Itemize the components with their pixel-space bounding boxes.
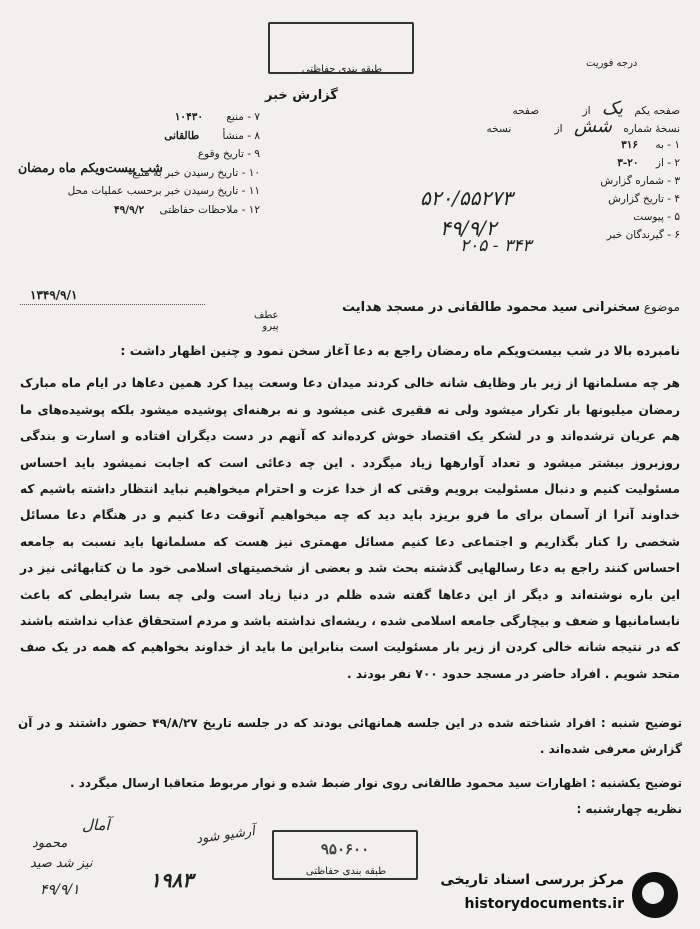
field-copy: نسخهٔ شماره شش از نسخه: [486, 116, 680, 137]
top-stamp-caption: طبقه بندی حفاظتی: [301, 64, 383, 75]
field-page: صفحه یکم یک از صفحه: [512, 98, 680, 119]
watermark-url: historydocuments.ir: [464, 896, 624, 912]
report-notes: [18, 710, 682, 822]
field-date-of-event: ۹ - تاریخ وقوع: [197, 148, 260, 160]
form-title: گزارش خبر: [265, 88, 338, 103]
signature-number: ۱۹۸۳: [150, 868, 193, 892]
field-date-op: ۱۱ - تاریخ رسیدن خبر برحسب عملیات محل: [67, 185, 260, 197]
reference-value: ۱۳۴۹/۹/۱: [30, 288, 78, 302]
recipients-value: ۳۴۳ - ۲۰۵: [460, 236, 532, 256]
bottom-stamp-number: ۹۵۰۶۰۰: [320, 840, 370, 858]
field-report-date: ۴ - تاریخ گزارش: [608, 193, 680, 205]
report-number-value: ۵۲۰/۵۵۲۷۳: [420, 186, 513, 210]
field-from: ۲ - از ۲۰-۳: [617, 157, 680, 169]
field-origin: ۸ - منشأ طالقانی: [164, 129, 260, 142]
field-to: ۱ - به ۳۱۶: [621, 139, 680, 151]
subject-line: موضوع سخنرانی سید محمود طالقانی در مسجد هدایت: [342, 300, 680, 315]
note-saturday: توضیح شنبه : افراد شناخته شده در این جلسه همانهائی بودند که در جلسه تاریخ ۴۹/۸/۲۷ حضور داشتند و در آن گزارش معرفی شده‌اند .: [18, 716, 682, 756]
archive-logo-icon: [632, 872, 678, 918]
signature-date: ۴۹/۹/۱: [40, 882, 80, 898]
body-main: هر چه مسلمانها از زیر بار وظایف شانه خالی کردند میدان دعا وسعت پیدا کرد همین دعاها در ایام ماه مبارک رمضان میلیونها بار تکرار میشود ولی نه فقیری غنی میشود و نه برهنه‌ای پوشیده میشود بلکه پوشیده‌های ما هم عریان ترشده‌اند و در لشکر یک اقتصاد خوش کرده‌اند که آنهم در دست دیگران افتاده و اسارت و بندگی روزبروز بیشتر میشود و تعداد آوارهها زیاد میگردد . این چه دعائی است که اجابت نمیشود باید احساس مسئولیت کنیم و دنبال مسئولیت برویم وقتی که از خدا عزت و احترام میخواهیم نباید انتظار داشته باشیم که خداوند آنرا از آسمان برای ما فرو بریزد باید دید که چه میخواهیم آنوقت دعا کنیم و در هنگام دعا مسائل شخصی را کنار بگذاریم و اجتماعی دعا کنیم مسائل مهمتری نیز هست که مسلمانها باید نسبت به جامعه احساس کنند راجع به دعا رسالهایی گذشته بحث شد و بعضی از شخصیتهای اسلامی خود ما ن کتابهائی نیز در این باره نوشته‌اند و دیگر از این دعاها گفته شده ظلم در دنیا زیاد است ولی چه بسا شرایطی که باعث نابسامانیها و ضعف و بیچارگی جامعه اسلامی شده ، ریشه‌ای نداشته باشد و مردم استحقاق عذاب نداشته باشند که در نتیجه شانه خالی کردن از زیر بار مسئولیت است بنابراین ما باید از خداوند بخواهیم که همه در یک صف متحد شویم . افراد حاضر در مسجد حدود ۷۰۰ نفر بودند .: [20, 376, 680, 681]
signature-archive: آرشیو شود: [195, 823, 256, 848]
field-source: ۷ - منبع ۱۰۴۳۰: [174, 111, 260, 123]
field-report-number: ۳ - شماره گزارش: [600, 175, 680, 187]
date-of-event-value: شب بیست‌ویکم ماه رمضان: [18, 160, 163, 175]
field-remarks: ۱۲ - ملاحظات حفاظتی ۴۹/۹/۲: [113, 203, 260, 216]
note-wednesday: نظریه چهارشنبه :: [576, 802, 682, 816]
field-page-value: یک: [601, 98, 623, 119]
urgency-label: درجه فوریت: [586, 58, 638, 69]
body-intro: نامبرده بالا در شب بیست‌ویکم ماه رمضان راجع به دعا آغاز سخن نمود و چنین اظهار داشت :: [120, 343, 680, 358]
signature-line-2: نیز شد صید: [30, 856, 93, 871]
reference-label: عطف پیرو: [254, 310, 279, 332]
signature-note-left: آمال: [82, 816, 110, 834]
signature-line-1: محمود: [32, 836, 68, 851]
subject-value: سخنرانی سید محمود طالقانی در مسجد هدایت: [342, 300, 640, 315]
report-body: [20, 338, 680, 687]
field-attachment: ۵ - پیوست: [633, 211, 680, 223]
note-sunday: توضیح یکشنبه : اظهارات سید محمود طالقانی روی نوار ضبط شده و نوار مربوط متعاقبا ارسال میگردد .: [70, 776, 682, 790]
bottom-stamp-caption: طبقه بندی حفاظتی: [305, 866, 387, 877]
watermark-name: مرکز بررسی اسناد تاریخی: [440, 872, 624, 888]
report-date-value: ۴۹/۹/۲: [440, 216, 497, 240]
field-recipients: ۶ - گیرندگان خبر: [606, 229, 680, 241]
field-date-received: ۱۰ - تاریخ رسیدن خبر به منبع: [132, 166, 260, 179]
field-copy-value: شش: [573, 116, 612, 137]
